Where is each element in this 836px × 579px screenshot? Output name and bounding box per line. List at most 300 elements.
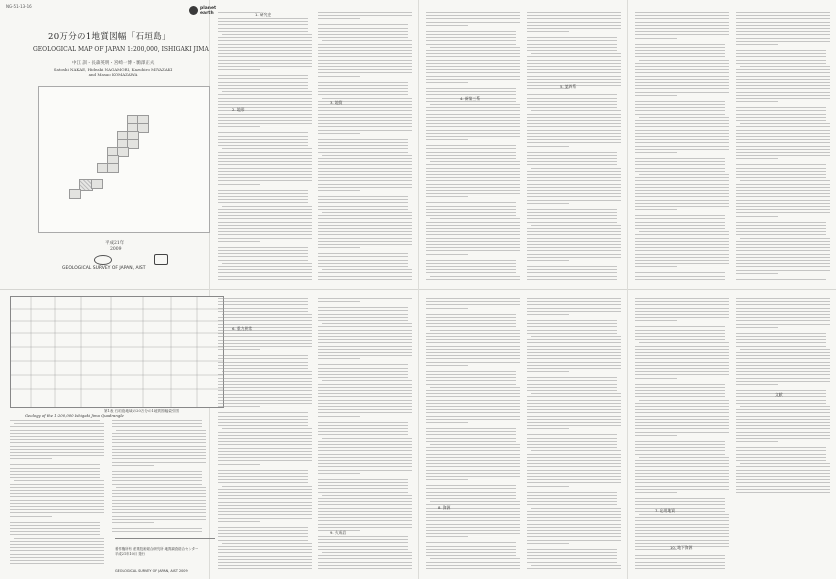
text-line	[527, 428, 569, 429]
text-line	[318, 31, 408, 32]
text-line	[527, 403, 621, 404]
text-line	[527, 495, 617, 496]
text-line	[318, 209, 408, 210]
text-line	[736, 206, 830, 207]
text-line	[426, 114, 520, 115]
text-line	[112, 458, 206, 459]
text-line	[426, 44, 516, 45]
text-line	[426, 164, 520, 165]
text-line	[426, 177, 520, 178]
text-line	[218, 400, 312, 401]
text-line	[527, 555, 617, 556]
text-line	[318, 225, 412, 226]
text-line	[635, 25, 729, 26]
text-line	[218, 565, 312, 566]
text-line	[426, 517, 520, 518]
text-line	[10, 455, 104, 456]
text-line	[527, 562, 617, 563]
text-line	[218, 308, 308, 309]
text-line	[218, 362, 308, 363]
text-line	[218, 546, 312, 547]
text-line	[740, 123, 830, 124]
text-line	[635, 190, 729, 191]
text-line	[736, 346, 826, 347]
text-line	[318, 152, 408, 153]
text-line	[426, 380, 516, 381]
text-line	[218, 272, 312, 273]
text-line	[527, 473, 621, 474]
text-line	[736, 158, 778, 159]
gsj-logo-icon	[154, 254, 168, 265]
text-line	[635, 568, 725, 569]
text-line	[736, 225, 826, 226]
text-line	[426, 546, 516, 547]
text-line	[736, 212, 830, 213]
text-line	[218, 155, 312, 156]
text-line	[318, 368, 408, 369]
text-line	[426, 18, 520, 19]
text-line	[112, 503, 206, 504]
text-line	[527, 400, 621, 401]
text-line	[527, 272, 617, 273]
text-line	[635, 384, 725, 385]
text-line	[527, 371, 569, 372]
text-line	[426, 438, 516, 439]
text-line	[426, 247, 520, 248]
text-line	[736, 419, 830, 420]
text-line	[318, 18, 360, 19]
text-line	[426, 136, 520, 137]
text-line	[635, 416, 729, 417]
stratigraphy-table	[10, 296, 224, 408]
text-line	[218, 225, 312, 226]
text-line	[736, 130, 830, 131]
text-line	[318, 276, 412, 277]
text-line	[527, 406, 621, 407]
text-line	[736, 476, 830, 477]
text-line	[635, 298, 729, 299]
text-line	[218, 403, 312, 404]
text-line	[635, 473, 729, 474]
text-line	[218, 231, 312, 232]
text-line	[218, 184, 260, 185]
text-line	[218, 126, 260, 127]
text-line	[218, 174, 312, 175]
text-line	[318, 447, 412, 448]
text-line	[736, 209, 830, 210]
text-line	[736, 301, 830, 302]
text-line	[527, 342, 621, 343]
text-line	[736, 184, 830, 185]
text-line	[635, 76, 729, 77]
text-line	[426, 272, 516, 273]
text-line	[318, 314, 408, 315]
text-line	[527, 380, 617, 381]
text-line	[527, 18, 621, 19]
text-line	[222, 91, 312, 92]
text-line	[10, 442, 104, 443]
text-line	[426, 254, 468, 255]
text-line	[322, 155, 412, 156]
text-line	[430, 161, 520, 162]
text-line	[527, 184, 621, 185]
text-line	[736, 56, 826, 57]
text-line	[116, 430, 206, 431]
text-line	[527, 228, 621, 229]
text-line	[426, 117, 520, 118]
text-line	[218, 432, 312, 433]
text-line	[527, 254, 621, 255]
text-line	[635, 454, 725, 455]
text-line	[218, 479, 308, 480]
text-line	[218, 381, 312, 382]
text-line	[527, 193, 621, 194]
text-line	[426, 441, 516, 442]
text-line	[218, 412, 308, 413]
text-line	[527, 164, 617, 165]
text-line	[635, 517, 729, 518]
text-line	[426, 193, 520, 194]
text-line	[426, 498, 516, 499]
text-line	[635, 12, 729, 13]
text-line	[10, 557, 104, 558]
text-line	[218, 397, 312, 398]
text-line	[736, 304, 830, 305]
text-line	[527, 301, 621, 302]
text-line	[426, 416, 520, 417]
text-line	[736, 228, 826, 229]
text-line	[635, 193, 729, 194]
text-line	[426, 88, 516, 89]
text-line	[635, 38, 677, 39]
text-column	[635, 296, 729, 572]
text-line	[426, 336, 520, 337]
text-line	[318, 63, 412, 64]
text-line	[112, 442, 206, 443]
text-line	[318, 266, 408, 267]
text-line	[736, 355, 830, 356]
text-line	[426, 400, 520, 401]
text-line	[218, 256, 308, 257]
text-line	[635, 47, 725, 48]
text-line	[426, 152, 516, 153]
text-line	[218, 508, 312, 509]
text-line	[318, 53, 412, 54]
text-column	[736, 10, 830, 282]
text-line	[635, 333, 725, 334]
text-line	[527, 396, 621, 397]
text-line	[527, 349, 621, 350]
text-line	[635, 136, 729, 137]
text-line	[218, 435, 312, 436]
text-line	[426, 76, 520, 77]
text-line	[635, 403, 729, 404]
text-line	[318, 56, 412, 57]
text-line	[736, 486, 830, 487]
text-line	[527, 533, 621, 534]
text-line	[527, 457, 621, 458]
text-line	[635, 387, 725, 388]
text-line	[318, 47, 412, 48]
text-column	[426, 296, 520, 572]
text-column	[736, 296, 830, 496]
text-line	[736, 110, 826, 111]
text-line	[318, 349, 412, 350]
text-line	[430, 104, 520, 105]
text-line	[318, 190, 360, 191]
text-line	[635, 228, 725, 229]
text-line	[318, 161, 412, 162]
text-line	[318, 406, 412, 407]
text-line	[318, 107, 412, 108]
text-line	[318, 508, 412, 509]
text-line	[635, 244, 729, 245]
text-line	[639, 457, 729, 458]
text-line	[736, 371, 830, 372]
text-line	[635, 15, 729, 16]
text-line	[318, 66, 412, 67]
text-line	[10, 433, 104, 434]
text-line	[426, 406, 520, 407]
text-line	[318, 231, 412, 232]
text-line	[318, 184, 412, 185]
text-column	[10, 418, 104, 568]
text-line	[426, 533, 520, 534]
text-line	[740, 180, 830, 181]
text-line	[736, 114, 826, 115]
text-line	[635, 349, 729, 350]
text-line	[426, 155, 516, 156]
text-line	[426, 384, 516, 385]
text-line	[635, 146, 729, 147]
text-column	[112, 418, 206, 536]
text-line	[527, 387, 617, 388]
text-line	[527, 155, 617, 156]
text-line	[736, 257, 830, 258]
text-line	[218, 498, 312, 499]
text-line	[318, 352, 412, 353]
text-line	[218, 530, 308, 531]
text-line	[318, 527, 412, 528]
text-line	[736, 250, 830, 251]
text-line	[318, 253, 408, 254]
text-line	[736, 38, 830, 39]
text-line	[635, 63, 729, 64]
text-line	[426, 362, 520, 363]
text-line	[112, 471, 202, 472]
text-line	[10, 522, 100, 523]
text-line	[318, 206, 408, 207]
text-line	[218, 161, 312, 162]
text-line	[10, 496, 104, 497]
text-line	[736, 492, 830, 493]
text-line	[218, 311, 308, 312]
text-line	[116, 487, 206, 488]
text-line	[736, 203, 830, 204]
text-line	[527, 107, 617, 108]
text-line	[218, 470, 308, 471]
text-line	[527, 362, 621, 363]
text-line	[736, 196, 830, 197]
text-line	[318, 396, 412, 397]
text-line	[527, 120, 621, 121]
text-line	[318, 158, 412, 159]
text-line	[218, 12, 260, 13]
text-line	[426, 317, 516, 318]
text-line	[736, 254, 830, 255]
text-line	[736, 352, 830, 353]
text-line	[14, 423, 104, 424]
text-line	[318, 454, 412, 455]
text-line	[318, 524, 412, 525]
text-line	[426, 447, 520, 448]
text-line	[218, 301, 308, 302]
index-map-cell	[69, 189, 81, 199]
text-line	[635, 555, 725, 556]
text-line	[318, 425, 408, 426]
text-line	[527, 276, 617, 277]
text-line	[218, 209, 312, 210]
section-heading: 10. 地下資源	[670, 545, 693, 550]
text-line	[318, 485, 408, 486]
text-line	[10, 449, 104, 450]
text-line	[635, 238, 729, 239]
text-line	[322, 98, 412, 99]
text-line	[527, 568, 621, 569]
text-line	[736, 479, 830, 480]
text-line	[635, 209, 677, 210]
text-line	[736, 279, 826, 280]
text-line	[736, 15, 830, 16]
text-line	[527, 114, 621, 115]
text-line	[318, 260, 408, 261]
text-line	[736, 438, 830, 439]
text-line	[635, 79, 729, 80]
text-line	[426, 393, 520, 394]
text-line	[527, 190, 621, 191]
text-line	[635, 326, 725, 327]
text-line	[218, 253, 308, 254]
text-line	[318, 355, 412, 356]
text-line	[218, 222, 312, 223]
text-line	[635, 460, 729, 461]
text-line	[736, 146, 830, 147]
text-line	[527, 241, 621, 242]
text-line	[736, 422, 830, 423]
text-line	[222, 263, 312, 264]
text-line	[426, 228, 520, 229]
text-line	[736, 34, 830, 35]
section-heading: 9. 火成岩	[330, 530, 347, 535]
text-line	[736, 174, 826, 175]
text-line	[10, 430, 104, 431]
text-line	[635, 222, 725, 223]
text-line	[112, 509, 206, 510]
text-line	[527, 25, 621, 26]
text-line	[322, 40, 412, 41]
text-line	[218, 349, 260, 350]
text-line	[318, 517, 412, 518]
text-line	[14, 538, 104, 539]
text-line	[426, 22, 520, 23]
text-line	[426, 91, 516, 92]
text-line	[635, 152, 677, 153]
text-line	[736, 171, 826, 172]
text-line	[527, 422, 621, 423]
text-line	[426, 158, 516, 159]
text-line	[736, 384, 778, 385]
text-line	[218, 18, 308, 19]
text-line	[736, 333, 826, 334]
text-line	[527, 266, 617, 267]
text-line	[527, 247, 621, 248]
text-line	[635, 355, 729, 356]
text-line	[222, 486, 312, 487]
text-line	[635, 527, 729, 528]
text-line	[426, 190, 520, 191]
text-line	[218, 502, 312, 503]
text-line	[426, 250, 520, 251]
text-line	[218, 355, 308, 356]
text-line	[318, 164, 412, 165]
text-line	[527, 438, 617, 439]
text-line	[736, 266, 830, 267]
text-line	[318, 139, 408, 140]
text-line	[527, 60, 621, 61]
text-line	[10, 503, 104, 504]
text-line	[736, 311, 830, 312]
text-line	[318, 34, 408, 35]
text-line	[10, 458, 52, 459]
text-line	[527, 40, 617, 41]
text-line	[318, 199, 408, 200]
aist-logo-icon	[94, 255, 112, 265]
text-line	[318, 60, 412, 61]
text-line	[527, 384, 617, 385]
text-line	[527, 470, 621, 471]
text-line	[736, 79, 830, 80]
text-column	[218, 296, 312, 572]
text-line	[218, 505, 312, 506]
text-line	[635, 218, 725, 219]
text-line	[736, 339, 826, 340]
text-line	[527, 558, 617, 559]
text-line	[318, 320, 408, 321]
text-line	[426, 565, 520, 566]
text-line	[426, 82, 468, 83]
text-column	[635, 10, 729, 282]
text-line	[635, 390, 725, 391]
text-line	[527, 434, 617, 435]
text-line	[736, 412, 830, 413]
text-line	[112, 446, 206, 447]
text-line	[527, 171, 621, 172]
text-line	[635, 126, 729, 127]
text-line	[527, 231, 621, 232]
text-line	[527, 355, 621, 356]
text-line	[218, 374, 312, 375]
text-line	[635, 432, 729, 433]
text-line	[318, 441, 412, 442]
text-line	[318, 187, 412, 188]
text-line	[635, 428, 729, 429]
text-line	[635, 447, 725, 448]
text-line	[426, 279, 520, 280]
text-line	[318, 202, 408, 203]
text-line	[736, 85, 830, 86]
text-line	[426, 428, 516, 429]
text-line	[318, 371, 408, 372]
